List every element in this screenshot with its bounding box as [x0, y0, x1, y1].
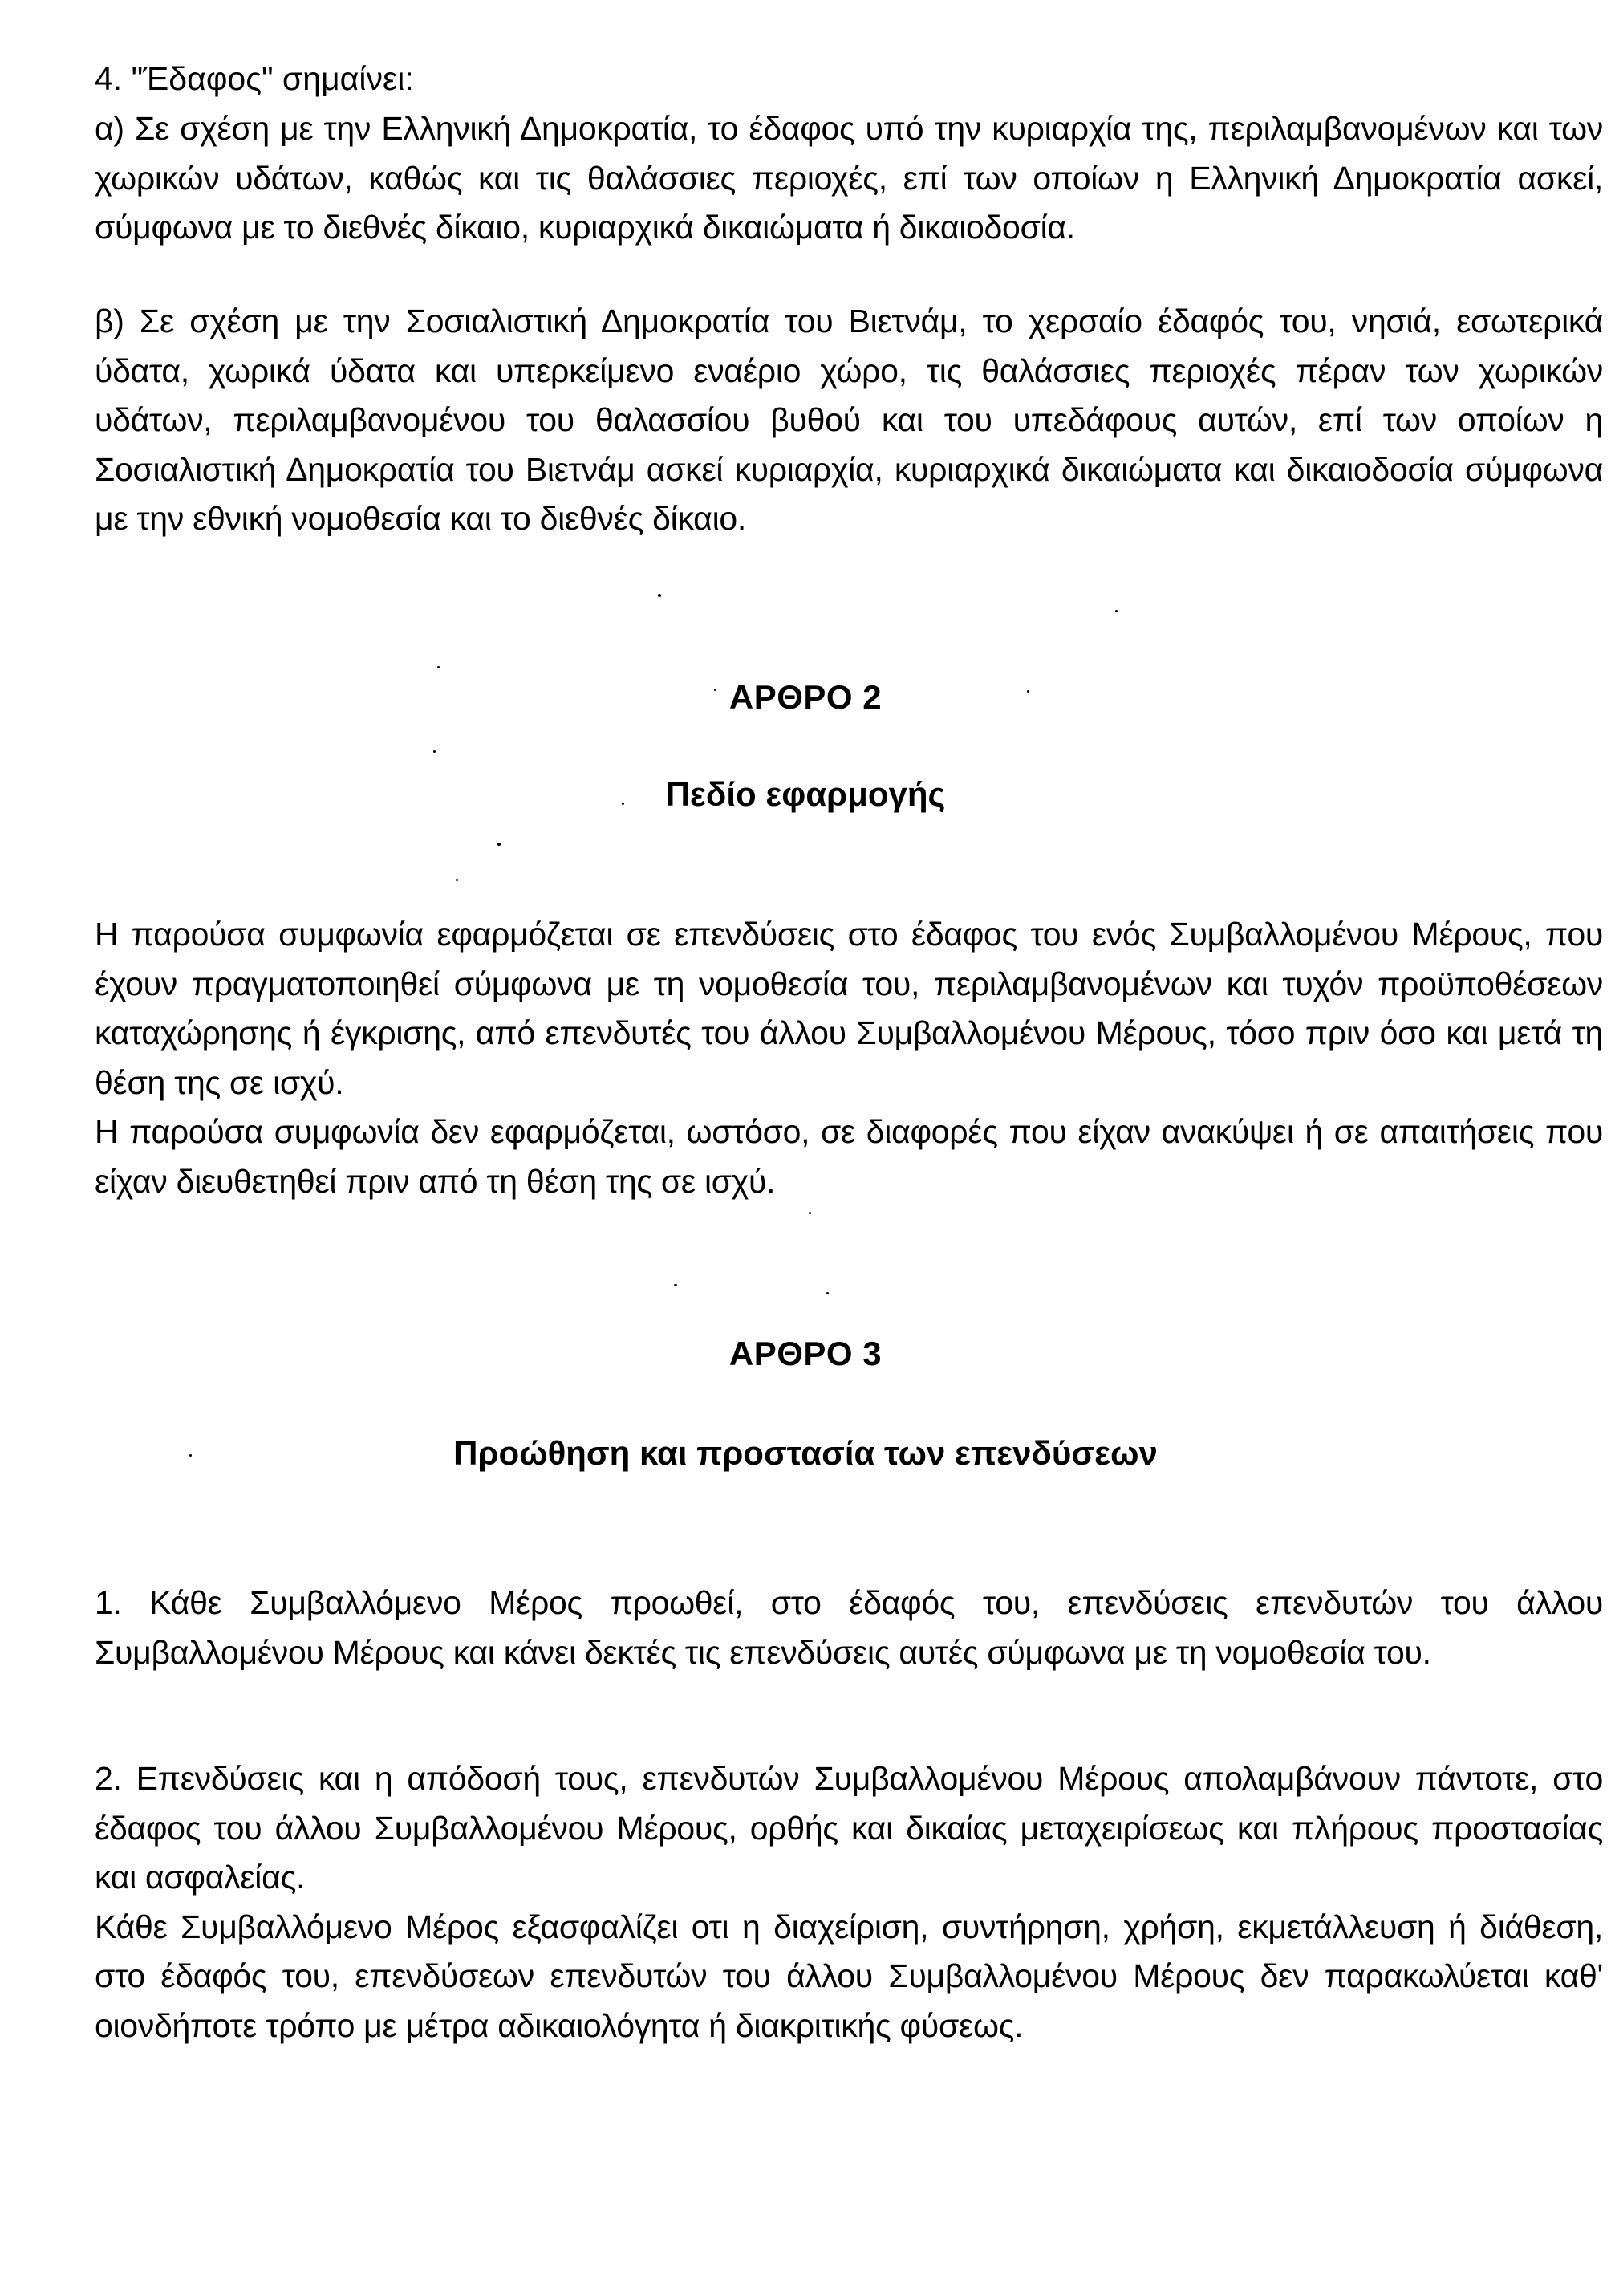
article-3-subtitle: Προώθηση και προστασία των επενδύσεων	[453, 1434, 1158, 1472]
article-3-paragraph-2: 2. Επενδύσεις και η απόδοσή τους, επενδυτών Συμβαλλομένου Μέρους απολαμβάνουν πάντοτε, στο έδαφος του άλλου Συμβαλλομένου Μέρους, ορθής και δικαίας μεταχειρίσεως και πλήρους προστασίας και ασφαλείας.	[95, 1760, 1603, 1896]
article-2-paragraph-2: Η παρούσα συμφωνία δεν εφαρμόζεται, ωστόσο, σε διαφορές που είχαν ανακύψει ή σε απαιτήσεις που είχαν διευθετηθεί πριν από τη θέση της σε ισχύ.	[95, 1113, 1603, 1200]
article-3-paragraph-1-block	[95, 1579, 1603, 1677]
definition-heading: 4. "Έδαφος" σημαίνει:	[95, 60, 414, 97]
article-2-subtitle: Πεδίο εφαρμογής	[665, 775, 946, 813]
definition-item-b	[95, 297, 1603, 544]
scan-speck	[456, 879, 458, 881]
scan-speck	[497, 843, 501, 846]
article-2-title: ΑΡΘΡΟ 2	[728, 678, 883, 716]
article-2-body	[95, 910, 1603, 1206]
definition-item-a	[95, 104, 1603, 253]
definition-item-b-text: β) Σε σχέση με την Σοσιαλιστική Δημοκρατία του Βιετνάμ, το χερσαίο έδαφός του, νησιά, εσωτερικά ύδατα, χωρικά ύδατα και υπερκείμενο εναέριο χώρο, τις θαλάσσιες περιοχές πέραν των χωρικών υδάτων, περιλαμβανομένου του θαλασσίου βυθού και του υπεδάφους αυτών, επί των οποίων η Σοσιαλιστική Δημοκρατία του Βιετνάμ ασκεί κυριαρχία, κυριαρχικά δικαιώματα και δικαιοδοσία σύμφωνα με την εθνική νομοθεσία και το διεθνές δίκαιο.	[95, 303, 1603, 537]
scan-speck	[658, 594, 661, 597]
article-3-paragraph-3: Κάθε Συμβαλλόμενο Μέρος εξασφαλίζει οτι η διαχείριση, συντήρηση, χρήση, εκμετάλλευση ή διάθεση, στο έδαφός του, επενδύσεων επενδυτών του άλλου Συμβαλλομένου Μέρους δεν παρακωλύεται καθ' οιονδήποτε τρόπο με μέτρα αδικαιολόγητα ή διακριτικής φύσεως.	[95, 1908, 1603, 2044]
scan-speck	[714, 689, 716, 691]
scan-speck	[809, 1212, 811, 1214]
scan-speck	[433, 750, 436, 753]
article-2-paragraph-1: Η παρούσα συμφωνία εφαρμόζεται σε επενδύσεις στο έδαφος του ενός Συμβαλλομένου Μέρους, που έχουν πραγματοποιηθεί σύμφωνα με τη νομοθεσία του, περιλαμβανομένων και τυχόν προϋποθέσεων καταχώρησης ή έγκρισης, από επενδυτές του άλλου Συμβαλλομένου Μέρους, τόσο πριν όσο και μετά τη θέση της σε ισχύ.	[95, 916, 1603, 1101]
scan-speck	[1027, 690, 1029, 693]
article-3-paragraph-1: 1. Κάθε Συμβαλλόμενο Μέρος προωθεί, στο έδαφός του, επενδύσεις επενδυτών του άλλου Συμβαλλομένου Μέρους και κάνει δεκτές τις επενδύσεις αυτές σύμφωνα με τη νομοθεσία του.	[95, 1584, 1603, 1671]
scan-speck	[826, 1292, 829, 1294]
article-3-title: ΑΡΘΡΟ 3	[728, 1335, 883, 1372]
article-3-paragraph-2-block	[95, 1754, 1603, 2050]
scan-speck	[622, 803, 624, 805]
scan-speck	[189, 1454, 192, 1457]
scan-speck	[674, 1284, 677, 1286]
definition-item-a-text: α) Σε σχέση με την Ελληνική Δημοκρατία, το έδαφος υπό την κυριαρχία της, περιλαμβανομένων και των χωρικών υδάτων, καθώς και τις θαλάσσιες περιοχές, επί των οποίων η Ελληνική Δημοκρατία ασκεί, σύμφωνα με το διεθνές δίκαιο, κυριαρχικά δικαιώματα ή δικαιοδοσία.	[95, 110, 1603, 246]
scan-speck	[1115, 610, 1118, 612]
scan-speck	[437, 666, 440, 668]
